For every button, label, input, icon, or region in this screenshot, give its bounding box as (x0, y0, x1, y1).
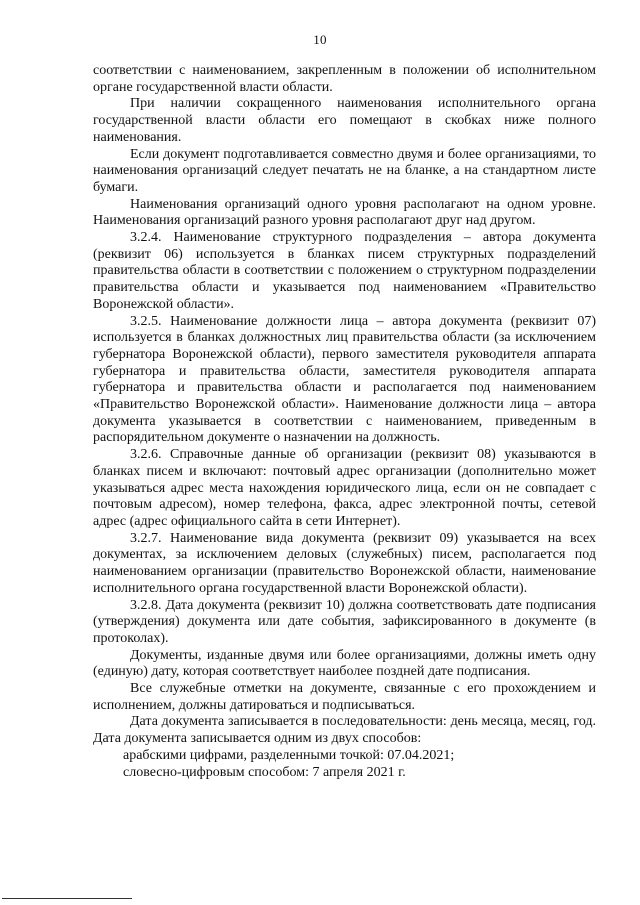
paragraph-organization-levels: Наименования организаций одного уровня располагают на одном уровне. Наименования организаций разного уровня располагают друг над другом. (93, 196, 596, 229)
footnote-divider (2, 898, 132, 899)
paragraph-abbreviated-name: При наличии сокращенного наименования исполнительного органа государственной власти области его помещают в скобках ниже полного наименования. (93, 96, 596, 145)
paragraph-joint-document: Если документ подготавливается совместно двумя и более организациями, то наименования организаций следует печатать не на бланке, а на стандартном листе бумаги. (93, 146, 596, 195)
paragraph-date-order: Дата документа записывается в последовательности: день месяца, месяц, год. Дата документа записывается одним из двух способов: (93, 714, 596, 747)
paragraph-joint-date: Документы, изданные двумя или более организациями, должны иметь одну (единую) дату, которая соответствует наиболее поздней дате подписания. (93, 647, 596, 680)
date-format-numeric: арабскими цифрами, разделенными точкой: 07.04.2021; (123, 747, 455, 763)
date-format-verbal: словесно-цифровым способом: 7 апреля 2021 г. (123, 764, 406, 780)
paragraph-section-3-2-8: 3.2.8. Дата документа (реквизит 10) должна соответствовать дате подписания (утверждения) документа или дате события, зафиксированного в документе (в протоколах). (93, 597, 596, 646)
paragraph-section-3-2-4: 3.2.4. Наименование структурного подразделения – автора документа (реквизит 06) используется в бланках писем структурных подразделений правительства области в соответствии с положением о структурном подразделении правительства области и указывается под наименованием «Правительство Воронежской области». (93, 230, 596, 312)
paragraph-section-3-2-7: 3.2.7. Наименование вида документа (реквизит 09) указывается на всех документах, за исключением деловых (служебных) писем, располагается под наименованием организации (правительство Воронежской области, наименование исполнительного органа государственной власти Воронежской области). (93, 530, 596, 596)
paragraph-section-3-2-6: 3.2.6. Справочные данные об организации (реквизит 08) указываются в бланках писем и включают: почтовый адрес организации (дополнительно может указываться адрес места нахождения юридического лица, если он не совпадает с почтовым адресом), номер телефона, факса, адрес электронной почты, сетевой адрес (адрес официального сайта в сети Интернет). (93, 447, 596, 529)
paragraph-service-marks: Все служебные отметки на документе, связанные с его прохождением и исполнением, должны датироваться и подписываться. (93, 681, 596, 713)
paragraph-section-3-2-5: 3.2.5. Наименование должности лица – автора документа (реквизит 07) используется в бланках должностных лиц правительства области (за исключением губернатора Воронежской области), первого заместителя руководителя аппарата губернатора и правительства области, заместителя руководителя аппарата губернатора и правительства области и располагается под наименованием «Правительство Воронежской области». Наименование должности лица – автора документа указывается в соответствии с наименованием, приведенным в распорядительном документе о назначении на должность. (93, 313, 596, 446)
page-number: 10 (313, 32, 327, 47)
document-body (93, 63, 596, 781)
paragraph-continuation: соответствии с наименованием, закрепленным в положении об исполнительном органе государственной власти области. (93, 63, 596, 95)
